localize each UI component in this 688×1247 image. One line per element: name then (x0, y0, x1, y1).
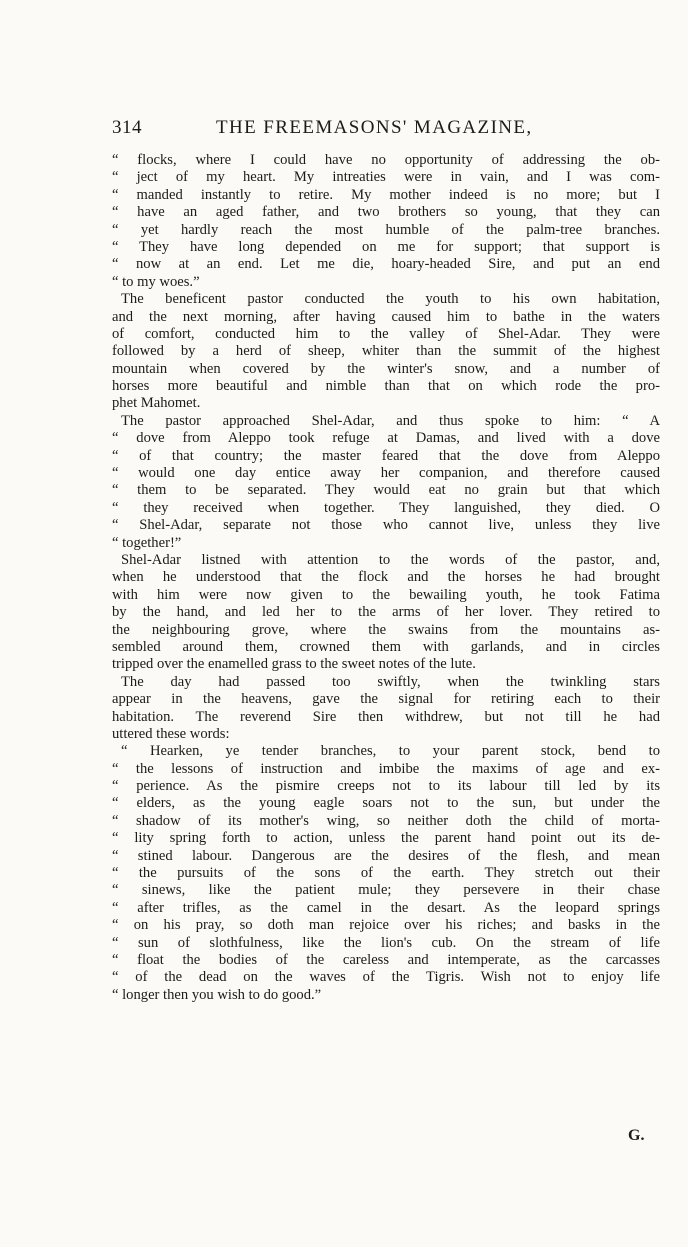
paragraph (112, 291, 660, 413)
body-text (112, 152, 660, 1004)
text-line: horses more beautiful and nimble than that on which rode the pro- (112, 378, 660, 395)
text-line: by the hand, and led her to the arms of her lover. They retired to (112, 604, 660, 621)
text-line: “ flocks, where I could have no opportunity of addressing the ob- (112, 152, 660, 168)
text-line: “ Shel-Adar, separate not those who cannot live, unless they live (112, 517, 660, 534)
text-line: Shel-Adar listned with attention to the words of the pastor, and, (121, 551, 660, 568)
paragraph (112, 413, 660, 552)
text-line: “ perience. As the pismire creeps not to its labour till led by its (112, 778, 660, 795)
paragraph (112, 152, 660, 291)
text-line: mountain when covered by the winter's snow, and a number of (112, 360, 660, 377)
text-line: uttered these words: (112, 725, 230, 742)
text-line: “ elders, as the young eagle soars not to the sun, but under the (112, 795, 660, 812)
text-line: phet Mahomet. (112, 395, 201, 412)
signature: G. (628, 1127, 645, 1144)
text-line: “ after trifles, as the camel in the desart. As the leopard springs (112, 899, 660, 916)
text-line: “ stined labour. Dangerous are the desires of the flesh, and mean (112, 847, 660, 864)
text-line: “ the lessons of instruction and imbibe the maxims of age and ex- (112, 760, 660, 777)
text-line: “ now at an end. Let me die, hoary-headed Sire, and put an end (112, 256, 660, 273)
text-line: appear in the heavens, gave the signal for retiring each to their (112, 691, 660, 708)
text-line: habitation. The reverend Sire then withdrew, but not till he had (112, 708, 660, 725)
text-line: with him were now given to the bewailing youth, he took Fatima (112, 586, 660, 603)
text-line: “ of that country; the master feared that the dove from Aleppo (112, 447, 660, 464)
text-line: “ shadow of its mother's wing, so neither doth the child of morta- (112, 812, 660, 829)
text-line: of comfort, conducted him to the valley of Shel-Adar. They were (112, 325, 660, 342)
text-line: “ They have long depended on me for support; that support is (112, 238, 660, 255)
text-line: “ would one day entice away her companion, and therefore caused (112, 465, 660, 482)
text-line: and the next morning, after having caused him to bathe in the waters (112, 308, 660, 325)
text-line: “ they received when together. They languished, they died. O (112, 499, 660, 516)
text-line: The beneficent pastor conducted the youth to his own habitation, (121, 291, 660, 308)
running-title: THE FREEMASONS' MAGAZINE, (216, 117, 533, 138)
text-line: “ float the bodies of the careless and intemperate, as the carcasses (112, 951, 660, 968)
text-line: “ longer then you wish to do good.” (112, 986, 322, 1003)
text-line: “ dove from Aleppo took refuge at Damas, and lived with a dove (112, 430, 660, 447)
text-line: “ on his pray, so doth man rejoice over his riches; and basks in the (112, 917, 660, 934)
text-line: “ of the dead on the waves of the Tigris. Wish not to enjoy life (112, 969, 660, 986)
text-line: “ Hearken, ye tender branches, to your parent stock, bend to (121, 743, 660, 760)
text-line: “ have an aged father, and two brothers so young, that they can (112, 204, 660, 221)
text-line: “ sinews, like the patient mule; they persevere in their chase (112, 882, 660, 899)
text-line: followed by a herd of sheep, whiter than the summit of the highest (112, 343, 660, 360)
text-line: “ them to be separated. They would eat no grain but that which (112, 482, 660, 499)
text-line: The day had passed too swiftly, when the twinkling stars (121, 673, 660, 690)
text-line: the neighbouring grove, where the swains from the mountains as- (112, 621, 660, 638)
text-line: “ ject of my heart. My intreaties were in vain, and I was com- (112, 169, 660, 186)
paragraph (112, 552, 660, 674)
text-line: “ yet hardly reach the most humble of the palm-tree branches. (112, 221, 660, 238)
paragraph (112, 674, 660, 744)
text-line: when he understood that the flock and the horses he had brought (112, 569, 660, 586)
text-line: “ lity spring forth to action, unless the parent hand point out its de- (112, 830, 660, 847)
paragraph (112, 743, 660, 1004)
page-header (112, 117, 668, 141)
text-line: “ to my woes.” (112, 273, 200, 290)
page-number: 314 (112, 117, 142, 138)
text-line: tripped over the enamelled grass to the sweet notes of the lute. (112, 656, 476, 673)
text-line: “ manded instantly to retire. My mother indeed is no more; but I (112, 186, 660, 203)
text-line: The pastor approached Shel-Adar, and thus spoke to him: “ A (121, 412, 660, 429)
text-line: “ together!” (112, 534, 182, 551)
text-line: “ sun of slothfulness, like the lion's cub. On the stream of life (112, 934, 660, 951)
text-line: “ the pursuits of the sons of the earth. They stretch out their (112, 865, 660, 882)
text-line: sembled around them, crowned them with garlands, and in circles (112, 638, 660, 655)
